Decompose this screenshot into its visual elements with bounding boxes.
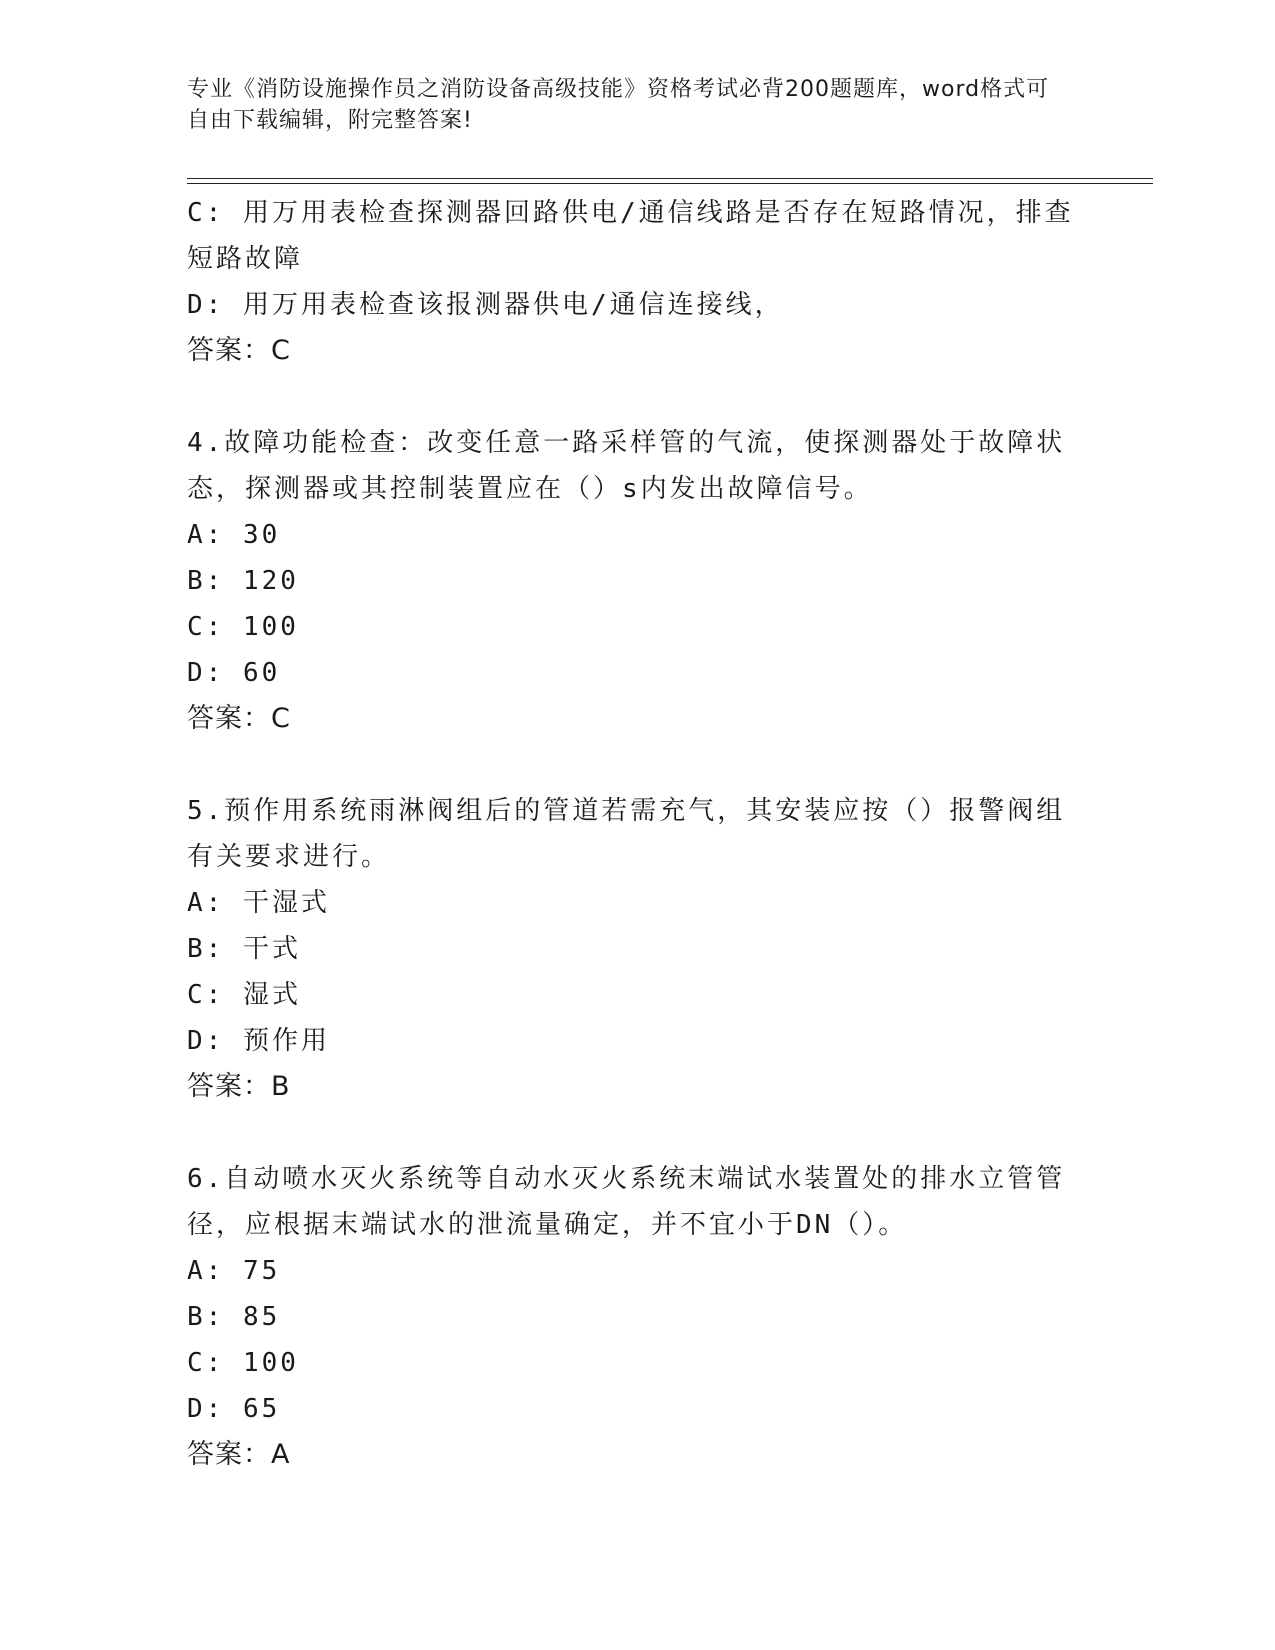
answer: 答案：A (187, 1439, 291, 1470)
header-text: 专业《消防设施操作员之消防设备高级技能》资格考试必背200题题库，word格式可自由下载编辑，附完整答案! (187, 77, 1050, 133)
question-list (187, 190, 1074, 1478)
spacer (187, 742, 1067, 788)
spacer (187, 1110, 1067, 1156)
option-c: C: 100 (187, 1348, 299, 1378)
option-c: C: 100 (187, 612, 299, 642)
option-d: D: 用万用表检查该报测器供电/通信连接线， (187, 290, 784, 320)
option-b: B: 85 (187, 1302, 281, 1332)
option-d: D: 60 (187, 658, 281, 688)
header-rule-top (187, 178, 1153, 179)
option-b: B: 干式 (187, 934, 301, 964)
header-rule-bottom (187, 183, 1153, 184)
question-stem-line1: 6.自动喷水灭火系统等自动水灭火系统末端试水装置处的排水立管管 (187, 1164, 1066, 1194)
option-d: D: 预作用 (187, 1026, 330, 1056)
question-4 (187, 420, 1067, 742)
answer: 答案：B (187, 1071, 291, 1102)
spacer (187, 374, 1067, 420)
option-a: A: 75 (187, 1256, 281, 1286)
question-stem-line1: 4.故障功能检查：改变任意一路采样管的气流，使探测器处于故障状 (187, 428, 1066, 458)
option-a: A: 干湿式 (187, 888, 330, 918)
answer: 答案：C (187, 703, 291, 734)
option-c: C: 湿式 (187, 980, 301, 1010)
option-b: B: 120 (187, 566, 299, 596)
question-stem-line1: 5.预作用系统雨淋阀组后的管道若需充气，其安装应按（）报警阀组 (187, 796, 1066, 826)
option-c-line1: C: 用万用表检查探测器回路供电/通信线路是否存在短路情况，排查 (187, 198, 1074, 228)
question-6 (187, 1156, 1067, 1478)
option-c-line2: 短路故障 (187, 244, 304, 274)
document-header (187, 74, 1067, 136)
option-d: D: 65 (187, 1394, 281, 1424)
question-stem-line2: 径，应根据末端试水的泄流量确定，并不宜小于DN（）。 (187, 1210, 908, 1240)
option-a: A: 30 (187, 520, 281, 550)
question-3-fragment (187, 190, 1074, 374)
question-stem-line2: 有关要求进行。 (187, 842, 391, 872)
answer: 答案：C (187, 335, 291, 366)
question-5 (187, 788, 1067, 1110)
question-stem-line2: 态，探测器或其控制装置应在（）s内发出故障信号。 (187, 474, 873, 504)
